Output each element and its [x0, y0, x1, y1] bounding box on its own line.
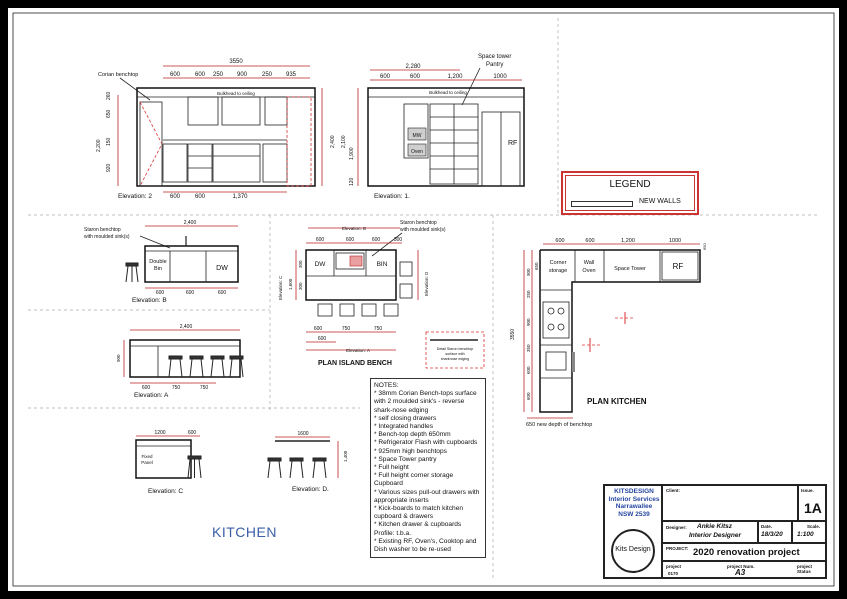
firm-name — [607, 488, 661, 518]
elevation-2 — [96, 59, 336, 200]
elev2-dim: 250 — [261, 72, 273, 78]
elev1-pantry-label: Pantry — [486, 62, 504, 68]
client-label: Client: — [666, 488, 680, 493]
sheet-label: project Num. — [727, 564, 755, 569]
island-top-dim: 600 — [371, 237, 381, 243]
elevb-dw: DW — [216, 265, 228, 272]
designer-name: Ankie Kitsz — [697, 523, 733, 530]
island-label2: with moulded sink(s) — [400, 227, 446, 233]
note-item: * Refrigerator Flash with cupboards — [374, 439, 478, 447]
elev1-space-tower-label: Space tower — [478, 54, 512, 60]
elev2-side-total: 2,200 — [96, 139, 102, 152]
elev2-bottom-dim: 1,370 — [232, 194, 248, 200]
elevb-dim: 600 — [217, 290, 227, 296]
kitchen-title: KITCHEN — [212, 524, 277, 540]
kplan-side-dim: 600 — [526, 392, 531, 400]
notes-box — [370, 378, 486, 558]
elev2-bulkhead-label: Bulkhead to ceiling — [217, 91, 255, 96]
firm-line: NSW 2539 — [618, 510, 650, 518]
elev1-title: Elevation: 1. — [374, 193, 410, 200]
elevb-bin: Bin — [154, 266, 162, 272]
island-elev-b: Elevation: B — [341, 226, 367, 231]
elev1-side-dim: 120 — [349, 177, 355, 186]
elev2-side-dim: 920 — [106, 163, 112, 172]
project-label: PROJECT: — [666, 546, 689, 551]
kplan-wall-a: Wall — [583, 260, 595, 266]
elev1-mw: MW — [412, 133, 422, 139]
elev1-side-dim: 2,100 — [341, 135, 347, 148]
elev2-title: Elevation: 2 — [118, 193, 152, 200]
island-side-dim: 300 — [298, 282, 303, 290]
designer-role: Interior Designer — [689, 532, 742, 539]
date-cell — [758, 521, 792, 543]
island-bottom-dim: 750 — [341, 326, 351, 332]
kplan-top-dim: 1,200 — [621, 238, 635, 244]
elev2-dim: 935 — [285, 72, 297, 78]
elevd-title: Elevation: D. — [292, 486, 329, 493]
elev1-side-dim: 1,900 — [349, 147, 355, 160]
elev1-top-total: 2,280 — [405, 64, 421, 70]
scale-value: 1:100 — [797, 531, 814, 538]
elevd-top: 1600 — [297, 431, 309, 437]
island-bin: BIN — [376, 261, 388, 268]
elevation-a — [116, 324, 243, 399]
elev2-bottom-dim: 600 — [169, 194, 181, 200]
island-elev-c: Elevation: C — [278, 275, 283, 300]
kplan-side-dim: 350 — [526, 344, 531, 352]
island-detail-a: Detail Staron benchtop — [436, 347, 474, 351]
note-item: * 38mm Corian Bench-tops surface with 2 moulded sink's - reverse shark-nose edging — [374, 390, 477, 414]
island-elev-a: Elevation: A — [346, 348, 370, 353]
elev1-bulkhead-label: Bulkhead to ceiling — [429, 90, 467, 95]
kplan-side-dim: 900 — [526, 318, 531, 326]
kplan-side-dim: 250 — [526, 290, 531, 298]
island-title: PLAN ISLAND BENCH — [318, 360, 392, 367]
note-item: * Bench-top depth 650mm — [374, 431, 451, 439]
elevb-label: Staron benchtop — [84, 227, 121, 233]
project-name: 2020 renovation project — [693, 547, 800, 558]
eleva-side: 900 — [116, 354, 121, 362]
elev1-dim: 1,200 — [447, 74, 463, 80]
elevb-top-total: 2,400 — [183, 220, 197, 226]
island-top-dim: 600 — [315, 237, 325, 243]
title-block — [603, 484, 827, 579]
elev1-dim: 1000 — [493, 74, 507, 80]
island-detail-c: sharknose edging — [440, 357, 470, 361]
eleva-title: Elevation: A — [134, 392, 169, 399]
elevc-top2: 600 — [187, 430, 197, 436]
issue-value: 1A — [804, 500, 822, 516]
elevation-d — [268, 431, 348, 493]
note-item: * Space Tower pantry — [374, 455, 437, 463]
elev2-side-dim: 260 — [106, 91, 112, 100]
kplan-depth-note: 650 new depth of benchtop — [526, 422, 593, 428]
note-item: * Existing RF, Oven's, Cooktop and Dish washer to be re-used — [374, 537, 477, 554]
status-label: project Status — [797, 564, 813, 574]
client-cell — [662, 485, 798, 521]
elev2-bottom-dim: 600 — [194, 194, 206, 200]
elevation-c — [136, 430, 201, 495]
island-dw: DW — [314, 261, 326, 268]
elev1-dim: 600 — [379, 74, 391, 80]
plan-island-bench — [278, 220, 484, 368]
kits-design-logo — [611, 529, 655, 573]
kplan-top-dim: 600 — [585, 238, 595, 244]
elev2-right-dim: 2,400 — [330, 135, 336, 148]
kplan-side-dim: 900 — [526, 268, 531, 276]
eleva-dim: 750 — [171, 385, 181, 391]
date-label: Date. — [761, 524, 773, 529]
date-value: 18/3/20 — [761, 531, 783, 538]
elevb-dim: 600 — [155, 290, 165, 296]
note-item: * Kick-boards to match kitchen cupboard & drawers — [374, 505, 464, 521]
island-top-dim: 300 — [393, 237, 403, 243]
proj-no-label: project — [666, 564, 682, 569]
kplan-total-side: 3550 — [510, 328, 516, 340]
elevation-1 — [341, 54, 524, 200]
elevc-title: Elevation: C — [148, 488, 184, 495]
kplan-corner-b: storage — [548, 268, 568, 274]
elev1-rf: RF — [508, 140, 518, 147]
note-item: * Kitchen drawer & cupboards Profile: t.b.a. — [374, 521, 462, 537]
island-side-dim: 1,600 — [288, 278, 293, 290]
note-item: * self closing drawers — [374, 414, 437, 422]
elevc-panel-a: Fixed — [141, 454, 153, 459]
kplan-top-dim: 600 — [555, 238, 565, 244]
note-item: * 925mm high benchtops — [374, 447, 447, 455]
legend-title: LEGEND — [609, 179, 651, 190]
elevation-b — [84, 220, 238, 304]
notes-title: NOTES: — [374, 382, 399, 389]
proj-no: 0170 — [668, 571, 679, 576]
island-bottom-dim: 600 — [313, 326, 323, 332]
issue-label: Issue. — [801, 488, 814, 493]
kplan-corner-a: Corner — [549, 260, 567, 266]
elevc-top: 1200 — [154, 430, 166, 436]
eleva-dim: 750 — [199, 385, 209, 391]
firm-cell — [604, 485, 662, 578]
elev2-dim: 600 — [169, 72, 181, 78]
issue-cell — [798, 485, 826, 521]
designer-cell — [662, 521, 758, 543]
note-item: * Full height corner storage Cupboard — [374, 472, 454, 488]
logo-text: Kits Design — [615, 546, 651, 553]
island-side-dim: 300 — [298, 260, 303, 268]
island-bottom-dim: 750 — [373, 326, 383, 332]
elevb-label2: with moulded sink(s) — [84, 234, 130, 240]
elevd-side: 1,400 — [343, 450, 348, 462]
elevb-title: Elevation: B — [132, 297, 167, 304]
kplan-side-dim: 600 — [526, 366, 531, 374]
firm-line: Interior Services — [608, 495, 660, 503]
elev2-dim: 900 — [236, 72, 248, 78]
firm-line: KITSDESIGN — [614, 488, 654, 495]
elevc-panel-b: Panel — [141, 460, 153, 465]
kplan-wall-b: Oven — [582, 268, 596, 274]
project-info-cell — [662, 561, 826, 578]
project-cell — [662, 543, 826, 561]
elev2-dim: 250 — [212, 72, 224, 78]
island-detail-b: surface with — [445, 352, 465, 356]
new-walls-swatch — [571, 201, 633, 207]
island-bottom2: 600 — [317, 336, 327, 342]
elev2-side-dim: 150 — [106, 137, 112, 146]
elev1-dim: 600 — [409, 74, 421, 80]
elevb-double: Double — [149, 259, 167, 265]
kplan-space-tower: Space Tower — [614, 266, 646, 272]
island-label: Staron benchtop — [400, 220, 437, 226]
scale-cell — [792, 521, 826, 543]
eleva-top-total: 2,400 — [179, 324, 193, 330]
kplan-side-dim: 650 — [534, 262, 539, 270]
elev2-side-dim: 650 — [106, 109, 112, 118]
firm-line: Narrawallee — [615, 503, 653, 510]
island-top-dim: 600 — [345, 237, 355, 243]
kplan-title: PLAN KITCHEN — [587, 397, 647, 406]
note-item: * Various sizes pull-out drawers with appropriate inserts — [374, 488, 480, 504]
designer-label: Designer: — [666, 525, 687, 530]
elev2-top-total: 3550 — [229, 59, 243, 65]
kplan-small-dim: 650 — [702, 243, 707, 250]
legend-item-label: NEW WALLS — [639, 198, 681, 205]
plan-kitchen — [510, 238, 707, 428]
kplan-top-dim: 1000 — [668, 238, 682, 244]
sheet-value: A3 — [735, 568, 746, 577]
eleva-dim: 600 — [141, 385, 151, 391]
elevb-dim: 600 — [185, 290, 195, 296]
island-elev-d: Elevation: D — [424, 271, 429, 296]
note-item: * Full height — [374, 464, 409, 472]
scale-label: Scale. — [807, 524, 821, 529]
legend-box — [561, 171, 699, 215]
elev2-dim: 600 — [194, 72, 206, 78]
kplan-rf: RF — [672, 262, 684, 271]
note-item: * Integrated handles — [374, 423, 434, 431]
elev1-oven: Oven — [411, 149, 423, 155]
elev2-bench-label: Corian benchtop — [98, 72, 139, 78]
